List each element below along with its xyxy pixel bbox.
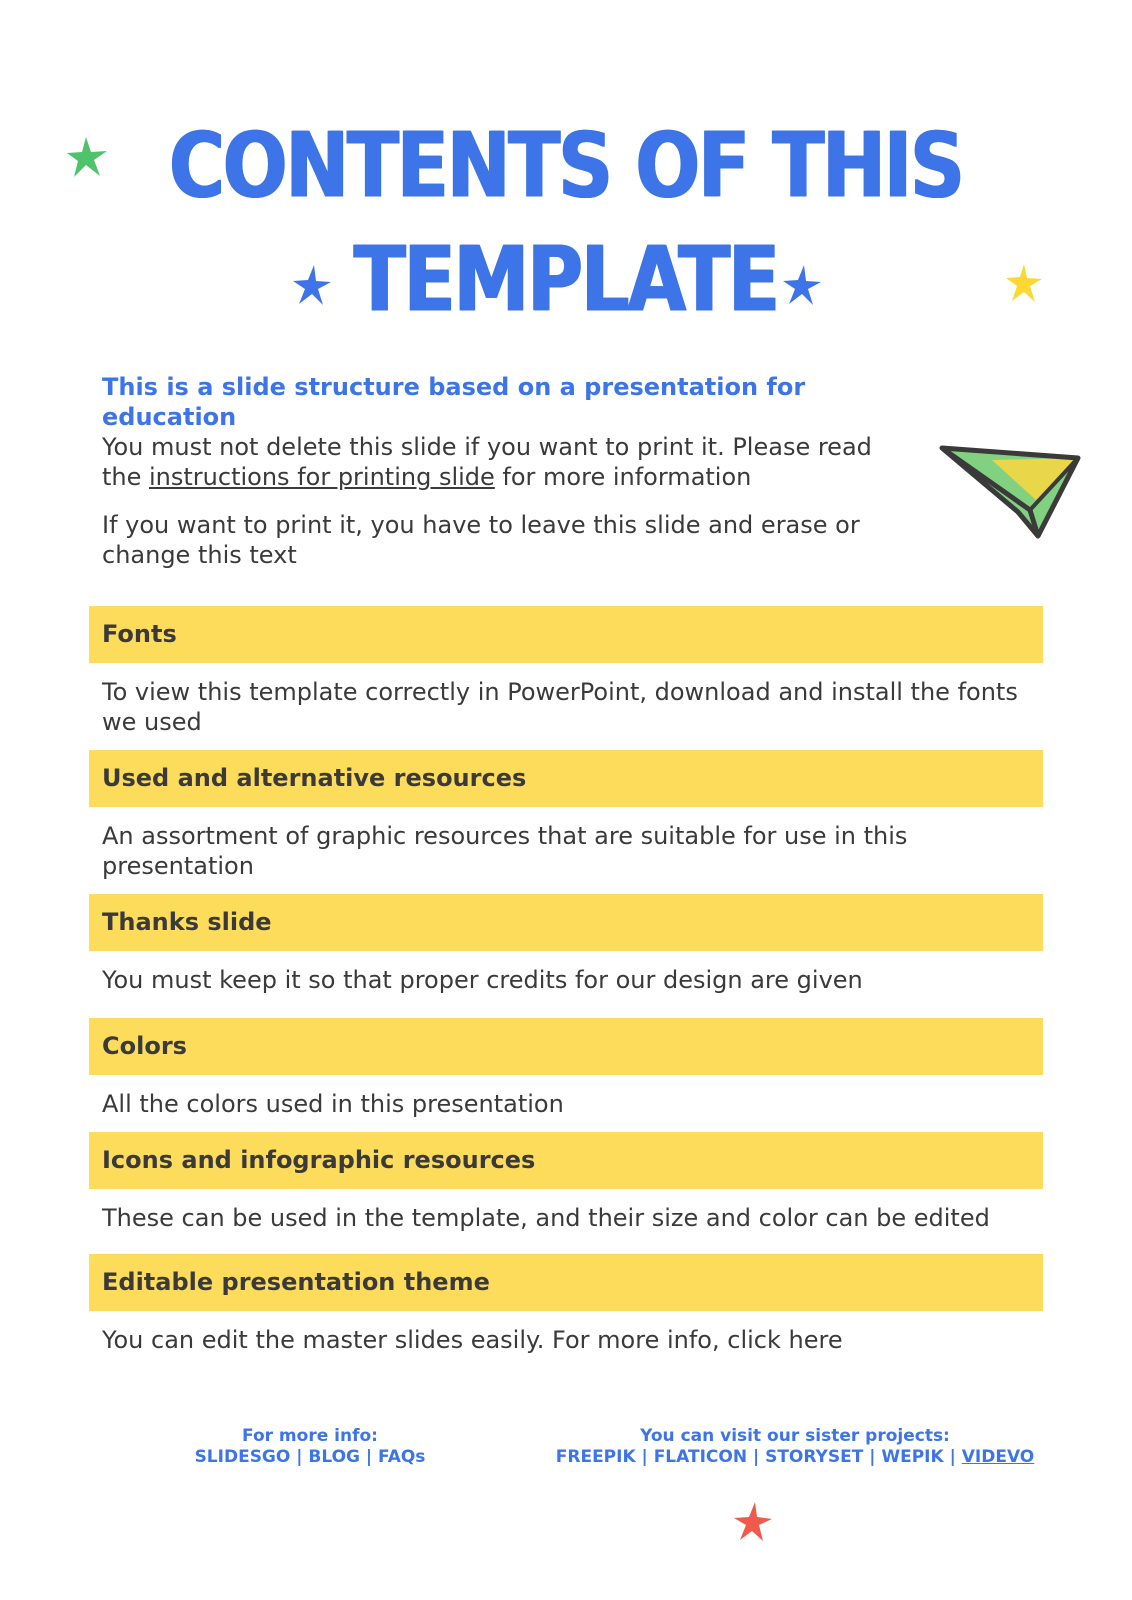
section-heading: Icons and infographic resources [89, 1132, 1043, 1189]
section-description: To view this template correctly in PowerPoint, download and install the fonts we used [102, 678, 1018, 736]
page-title-line-1: CONTENTS OF THIS [169, 112, 963, 218]
section-description: You can edit the master slides easily. For more info, click here [102, 1326, 843, 1354]
footer-links: FREEPIK | FLATICON | STORYSET | WEPIK | VIDEVO [555, 1447, 1035, 1467]
section-heading: Colors [89, 1018, 1043, 1075]
slidesgo-link[interactable]: SLIDESGO [194, 1447, 291, 1467]
footer-label: For more info: [242, 1426, 378, 1446]
intro-block [102, 372, 902, 570]
footer-more-info [160, 1426, 460, 1468]
page-title-line-2: TEMPLATE [353, 226, 779, 332]
videvo-link[interactable]: VIDEVO [961, 1447, 1035, 1467]
section-description: These can be used in the template, and their size and color can be edited [102, 1204, 990, 1232]
intro-paragraph-1 [102, 432, 902, 492]
yellow-star-icon [1004, 262, 1044, 304]
section-colors [89, 1018, 1043, 1119]
section-theme [89, 1254, 1043, 1355]
section-description: An assortment of graphic resources that are suitable for use in this presentation [102, 822, 908, 880]
blue-star-icon [290, 262, 334, 308]
printing-instructions-link[interactable]: instructions for printing slide [149, 463, 495, 491]
section-description: All the colors used in this presentation [102, 1090, 564, 1118]
blue-star-icon [780, 262, 824, 308]
section-description: You must keep it so that proper credits for our design are given [102, 966, 863, 994]
section-heading: Fonts [89, 606, 1043, 663]
intro-text: You must not delete this slide if you want to print it. Please read the [102, 433, 872, 491]
section-resources [89, 750, 1043, 881]
section-heading: Thanks slide [89, 894, 1043, 951]
footer-sister-projects [545, 1426, 1045, 1468]
faqs-link[interactable]: FAQs [378, 1447, 426, 1467]
section-thanks [89, 894, 1043, 995]
intro-paragraph-2: If you want to print it, you have to leave this slide and erase or change this text [102, 511, 860, 569]
flaticon-link[interactable]: FLATICON [653, 1447, 748, 1467]
paper-plane-icon [936, 440, 1086, 544]
red-star-icon [732, 1500, 774, 1544]
section-heading: Editable presentation theme [89, 1254, 1043, 1311]
green-star-icon [64, 134, 110, 180]
intro-text: for more information [494, 463, 752, 491]
blog-link[interactable]: BLOG [308, 1447, 360, 1467]
storyset-link[interactable]: STORYSET [765, 1447, 864, 1467]
section-heading: Used and alternative resources [89, 750, 1043, 807]
freepik-link[interactable]: FREEPIK [555, 1447, 636, 1467]
section-fonts [89, 606, 1043, 737]
footer-links: SLIDESGO | BLOG | FAQs [194, 1447, 426, 1467]
footer-label: You can visit our sister projects: [640, 1426, 950, 1446]
intro-lead: This is a slide structure based on a presentation for education [102, 373, 806, 431]
wepik-link[interactable]: WEPIK [881, 1447, 944, 1467]
section-icons [89, 1132, 1043, 1233]
